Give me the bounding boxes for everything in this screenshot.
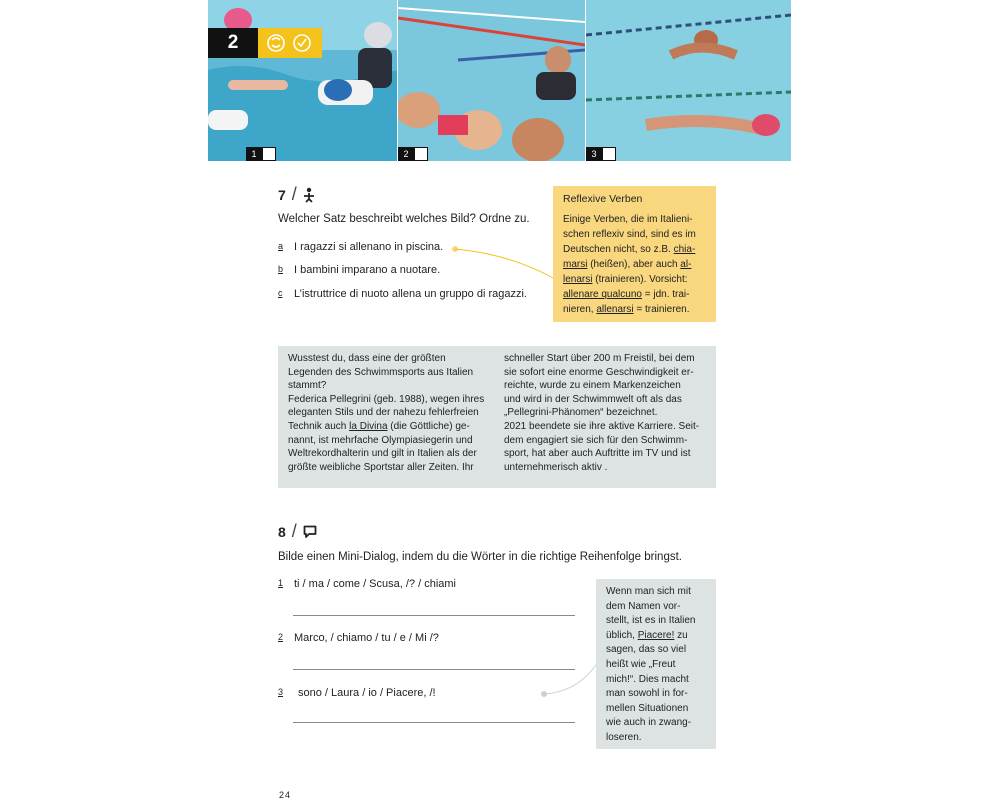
photo-2-image bbox=[398, 0, 585, 161]
note-text: = trainieren. bbox=[633, 304, 690, 315]
fact-term: la Divina bbox=[349, 420, 388, 432]
connector-line bbox=[538, 660, 600, 700]
exercise-7-header bbox=[278, 184, 315, 205]
note-title: Reflexive Verben bbox=[563, 193, 643, 205]
tip-text: stellt, ist es in Italien bbox=[606, 615, 696, 627]
note-term: allenarsi bbox=[596, 304, 634, 315]
photo-3 bbox=[586, 0, 791, 161]
note-text: schen reflexiv sind, sind es im bbox=[563, 229, 696, 240]
fact-column-right bbox=[504, 352, 706, 488]
fact-text: unternehmerisch aktiv . bbox=[504, 461, 608, 473]
note-term: allenare qualcuno bbox=[563, 289, 642, 300]
note-term: lenarsi bbox=[563, 274, 593, 285]
item-letter: c bbox=[278, 288, 283, 298]
photo-2-number: 2 bbox=[398, 147, 414, 161]
fact-text: eleganten Stils und der nahezu fehlerfreien bbox=[288, 407, 479, 419]
unit-badge bbox=[208, 28, 322, 58]
photo-1-answer-box[interactable] bbox=[262, 147, 276, 161]
item-text: L’istruttrice di nuoto allena un gruppo di ragazzi. bbox=[294, 288, 527, 300]
note-text: nieren, bbox=[563, 304, 597, 315]
speech-bubble-icon bbox=[303, 525, 317, 539]
fact-text: Technik auch bbox=[288, 420, 350, 432]
fact-text: „Pellegrini-Phänomen“ bezeichnet. bbox=[504, 407, 658, 419]
photo-1-label bbox=[246, 147, 276, 161]
photo-3-label bbox=[586, 147, 616, 161]
note-text: (heißen), aber auch bbox=[587, 259, 681, 270]
tip-text: zu bbox=[674, 629, 688, 641]
exercise-figure-icon bbox=[303, 187, 315, 203]
tip-text: Wenn man sich mit bbox=[606, 586, 691, 597]
exercise-7-instruction: Welcher Satz beschreibt welches Bild? Ordne zu. bbox=[278, 213, 530, 225]
did-you-know-box bbox=[278, 346, 716, 488]
item-text: I bambini imparano a nuotare. bbox=[294, 264, 441, 276]
tip-text: üblich, bbox=[606, 629, 638, 641]
item-letter: a bbox=[278, 241, 284, 251]
note-text: Deutschen nicht, so z.B. bbox=[563, 244, 674, 255]
note-term: marsi bbox=[563, 259, 588, 270]
tip-term: Piacere! bbox=[637, 629, 675, 641]
fact-text: Legenden des Schwimmsports aus Italien bbox=[288, 366, 474, 378]
divider-slash: / bbox=[291, 184, 297, 204]
divider-slash: / bbox=[291, 521, 297, 541]
note-text: Einige Verben, die im Italieni- bbox=[563, 214, 693, 225]
note-term: al- bbox=[680, 259, 692, 270]
note-term: chia- bbox=[673, 244, 696, 255]
answer-line-3[interactable] bbox=[293, 722, 575, 723]
tip-text: dem Namen vor- bbox=[606, 600, 681, 612]
photo-3-answer-box[interactable] bbox=[602, 147, 616, 161]
item-text: sono / Laura / io / Piacere, /! bbox=[298, 687, 436, 699]
tip-text: wie auch in zwang- bbox=[606, 717, 692, 729]
skill-icons bbox=[258, 28, 322, 58]
photo-1-number: 1 bbox=[246, 147, 262, 161]
tip-text: heißt wie „Freut bbox=[606, 658, 676, 670]
item-letter: b bbox=[278, 264, 284, 274]
exercise-8-instruction: Bilde einen Mini-Dialog, indem du die Wörter in die richtige Reihenfolge bringst. bbox=[278, 551, 682, 563]
tip-text: loseren. bbox=[606, 731, 642, 743]
fact-text: reichte, wurde zu einem Markenzeichen bbox=[504, 380, 681, 392]
fact-text: schneller Start über 200 m Freistil, bei dem bbox=[504, 353, 695, 364]
answer-line-2[interactable] bbox=[293, 669, 575, 670]
answer-line-1[interactable] bbox=[293, 615, 575, 616]
exercise-8-number: 8 bbox=[278, 523, 286, 540]
connector-line bbox=[450, 244, 560, 284]
fact-text: stammt? bbox=[288, 380, 327, 392]
photo-2 bbox=[398, 0, 585, 161]
fact-text: größte weibliche Sportstar aller Zeiten. Ihr bbox=[288, 461, 474, 473]
note-text: (trainieren). Vorsicht: bbox=[592, 274, 688, 285]
fact-text: sie sofort eine enorme Geschwindigkeit er- bbox=[504, 366, 694, 378]
item-number: 2 bbox=[278, 632, 284, 642]
exercise-7-number: 7 bbox=[278, 186, 286, 203]
fact-text: sport, hat aber auch Auftritte im TV und ist bbox=[504, 448, 691, 460]
item-number: 3 bbox=[278, 687, 284, 697]
unit-number: 2 bbox=[208, 28, 258, 58]
unit-tag bbox=[258, 28, 322, 58]
item-text: I ragazzi si allenano in piscina. bbox=[294, 241, 444, 253]
brain-icon bbox=[268, 35, 284, 51]
fact-text: Weltrekordhalterin und gilt in Italien als der bbox=[288, 448, 477, 460]
reflexive-verbs-note bbox=[553, 186, 716, 322]
photo-3-image bbox=[586, 0, 791, 161]
photo-2-answer-box[interactable] bbox=[414, 147, 428, 161]
exercise-8-header bbox=[278, 521, 317, 542]
photo-2-label bbox=[398, 147, 428, 161]
checklist-icon bbox=[294, 35, 310, 51]
fact-column-left bbox=[288, 352, 490, 488]
introduction-tip-box bbox=[596, 579, 716, 749]
tip-text: mellen Situationen bbox=[606, 702, 689, 714]
fact-text: dem engagiert sie sich für den Schwimm- bbox=[504, 434, 688, 446]
fact-text: Federica Pellegrini (geb. 1988), wegen ihres bbox=[288, 393, 485, 405]
photo-3-number: 3 bbox=[586, 147, 602, 161]
fact-text: nannt, ist mehrfache Olympiasiegerin und bbox=[288, 434, 473, 446]
tip-text: sagen, das so viel bbox=[606, 644, 687, 656]
page-number: 24 bbox=[279, 790, 292, 800]
fact-text: (die Göttliche) ge- bbox=[387, 420, 470, 432]
tip-text: man sowohl in for- bbox=[606, 688, 688, 700]
photo-1 bbox=[208, 0, 397, 161]
note-text: = jdn. trai- bbox=[641, 289, 690, 300]
fact-text: Wusstest du, dass eine der größten bbox=[288, 353, 446, 364]
note-body bbox=[563, 212, 706, 317]
photo-1-image bbox=[208, 0, 397, 161]
item-number: 1 bbox=[278, 578, 284, 588]
tip-text: mich!“. Dies macht bbox=[606, 673, 689, 685]
fact-text: und wird in der Schwimmwelt oft als das bbox=[504, 393, 682, 405]
fact-text: 2021 beendete sie ihre aktive Karriere. Seit- bbox=[504, 420, 700, 432]
item-text: Marco, / chiamo / tu / e / Mi /? bbox=[294, 632, 439, 644]
item-text: ti / ma / come / Scusa, /? / chiami bbox=[294, 578, 456, 590]
